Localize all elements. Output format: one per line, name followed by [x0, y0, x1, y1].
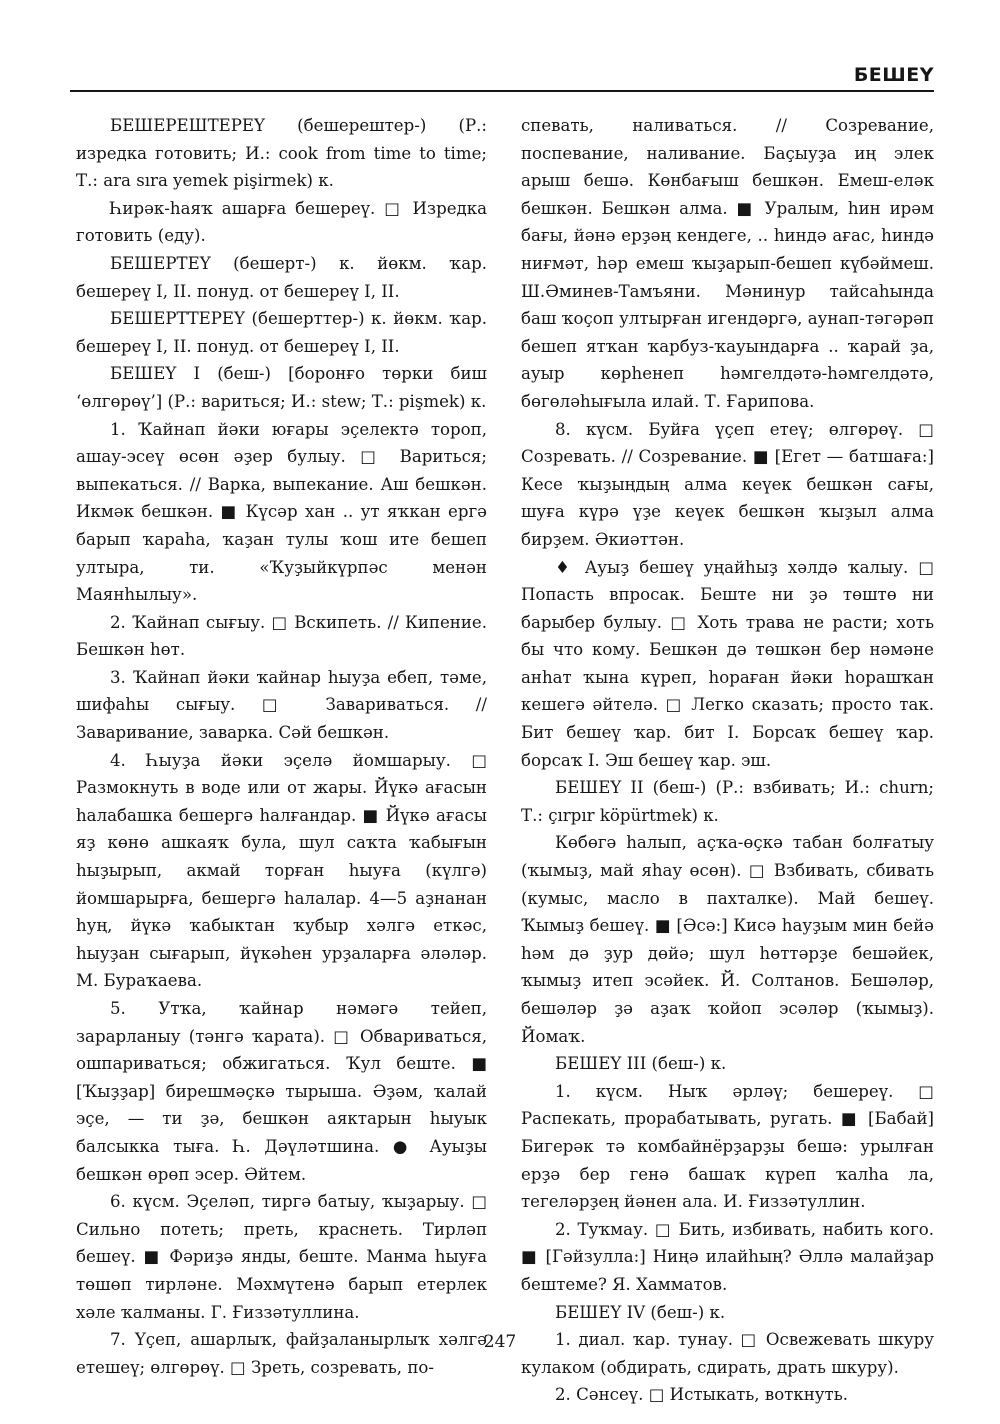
sense-1: 1. Ҡайнап йәки юғары эҫелектә тороп, ашау-эсеү өсөн әҙер булыу. □ Вариться; выпекаться. // Варка, выпекание. Аш бешкән. Икмәк бешкән. ■ Күсәр хан .. ут яҡкан ергә барып ҡараһа, ҡаҙан тулы ҡош ите бешеп ултыра, ти. «Ҡуҙыйкүрпәс менән Маянһылыу». — [76, 419, 487, 605]
sense-6: 6. күсм. Эҫеләп, тиргә батыу, ҡыҙарыу. □ Сильно потеть; преть, краснеть. Тирләп бешеү. ■ Фәриҙә янды, беште. Манма һыуға төшөп тирләне. Мәхмүтенә барып етерлек хәле ҡалманы. Г. Ғиззәтуллина. — [76, 1192, 487, 1322]
sense-3: 3. Ҡайнап йәки ҡайнар һыуҙа ебеп, тәме, шифаһы сығыу. □ Завариваться. // Заваривание, заварка. Сәй бешкән. — [76, 667, 487, 743]
sense-7: 7. Үҫеп, ашарлыҡ, файҙаланырлыҡ хәлгә етешеү; өлгөрөү. □ Зреть, созревать, по- — [76, 1330, 487, 1377]
page-number: 247 — [483, 1332, 517, 1352]
sense-4: 4. Һыуҙа йәки эҫелә йомшарыу. □ Размокнуть в воде или от жары. Йүкә ағасын һалабашка бешергә һалғандар. ■ Йүкә ағасы яҙ көнө ашкаяҡ була, шул саҡта ҡабығын һыҙырып, акмай торған һыуға (күлгә) йомшарырға, бешергә һалалар. 4—5 аҙнанан һуң, йүкә ҡабыктан ҡубыр хәлгә еткәс, һыуҙан сығарып, йүкәһен урҙаларға әләләр. М. Бураҡаева. — [76, 750, 487, 991]
running-head — [70, 56, 934, 92]
sense-1: 1. диал. ҡар. тунау. □ Освежевать шкуру кулаком (обдирать, сдирать, драть шкуру). — [521, 1330, 934, 1377]
entry-beshertterey: БЕШЕРТТЕРЕҮ (бешерттер-) к. йөкм. ҡар. бешереү I, II. понуд. от бешереү I, II. — [76, 309, 487, 356]
left-column — [76, 112, 487, 1381]
sense-2: 2. Сәнсеү. □ Истыкать, воткнуть. — [555, 1385, 849, 1405]
entry-beshey-1: БЕШЕҮ I (беш-) [боронғо төрки биш ‘өлгөрөү’] (Р.: вариться; И.: stew; Т.: pişmek) к. — [76, 364, 487, 411]
sense-8: 8. күсм. Буйға үҫеп етеү; өлгөрөү. □ Созревать. // Созревание. ■ [Егет — батшаға:] Кесе ҡыҙыңдың алма кеүек бешкән сағы, шуға күрә үҙе кеүек бешкән ҡыҙыл алма бирҙем. Әкиәттән. — [521, 419, 934, 549]
sense-7-continued: спевать, наливаться. // Созревание, поспевание, наливание. Баҫыуҙа иң элек арыш бешә. Көнбағыш бешкән. Емеш-еләк бешкән. Бешкән алма. ■ Уралым, һин ирәм бағы, йәнә ерҙәң кендеге, .. һиндә ағас, һиндә ниғмәт, һәр емеш ҡыҙарып-бешеп күбәймеш. Ш.Әминев-Тамъяни. Мәнинур тайсаһында баш ҡоҫоп ултырған игендәргә, аунап-тәгәрәп бешеп ятҡан ҡарбуз-ҡауындарға .. ҡарай ҙа, ауыр көрһенеп һәмгелдәтә-һәмгелдәтә, бөгөләһығыла илай. Т. Ғарипова. — [521, 116, 934, 411]
running-head-word: БЕШЕҮ — [853, 64, 934, 86]
definition: Һирәк-һаяҡ ашарға бешереү. □ Изредка готовить (еду). — [76, 198, 487, 246]
idioms: ♦ Ауыҙ бешеү уңайһыҙ хәлдә ҡалыу. □ Попасть впросак. Беште ни ҙә төштө ни барыбер булыу. □ Хоть трава не расти; хоть бы что кому. Бешкән дә төшкән бер нәмәне анһат ҡына күреп, һораған йәки һорашҡан кешегә әйтелә. □ Легко сказать; просто так. Бит бешеү ҡар. бит I. Борсаҡ бешеү ҡар. борсаҡ I. Эш бешеү ҡар. эш. — [521, 557, 934, 770]
definition: Көбөгә һалып, аҫҡа-өҫкә табан болғатыу (ҡымыҙ, май яһау өсөн). □ Взбивать, сбивать (кумыс, масло в пахталке). Май бешеү. Ҡымыҙ бешеү. ■ [Әсә:] Кисә һауҙым мин бейә һәм дә ҙур дөйә; шул һөттәрҙе бешәйек, ҡымыҙ итеп эсәйек. Й. Солтанов. Бешәләр, бешәләр ҙә аҙаҡ ҡойоп эсәләр (ҡымыҙ). Йомаҡ. — [521, 833, 934, 1046]
sense-5: 5. Утҡа, ҡайнар нәмәгә тейеп, зарарланыу (тәнгә ҡарата). □ Обвариваться, ошпариваться; обжигаться. Ҡул беште. ■ [Ҡыҙҙар] бирешмәҫкә тырыша. Әҙәм, ҡалай эҫе, — ти ҙә, бешкән аяктарын һыуык балсыкка тыға. Һ. Дәүләтшина. ● Ауыҙы бешкән өрөп эсер. Әйтем. — [76, 999, 487, 1184]
entry-beshertey: БЕШЕРТЕҮ (бешерт-) к. йөкм. ҡар. бешереү I, II. понуд. от бешереү I, II. — [76, 253, 487, 301]
entry-besheresh: БЕШЕРЕШТЕРЕҮ (бешерештер-) (Р.: изредка готовить; И.: cook from time to time; Т.: ara sıra yemek pişirmek) к. — [76, 116, 487, 191]
sense-1: 1. күсм. Ныҡ әрләү; бешереү. □ Распекать, прорабатывать, ругать. ■ [Бабай] Бигерәк тә комбайнёрҙарҙы бешә: урылған ерҙә бер генә башаҡ күреп ҡалһа ла, тегеләрҙең йәнен ала. И. Ғиззәтуллин. — [521, 1081, 934, 1212]
entry-beshey-4: БЕШЕҮ IV (беш-) к. — [555, 1302, 726, 1322]
entry-beshey-2: БЕШЕҮ II (беш-) (Р.: взбивать; И.: churn; Т.: çırpır köpürtmek) к. — [521, 778, 934, 825]
right-column — [521, 112, 934, 1409]
sense-2: 2. Туҡмау. □ Бить, избивать, набить кого. ■ [Гәйзулла:] Ниңә илайһың? Әллә малайҙар бештеме? Я. Хамматов. — [521, 1219, 934, 1294]
entry-beshey-3: БЕШЕҮ III (беш-) к. — [555, 1054, 727, 1074]
sense-2: 2. Ҡайнап сығыу. □ Вскипеть. // Кипение. Бешкән һөт. — [76, 612, 487, 660]
